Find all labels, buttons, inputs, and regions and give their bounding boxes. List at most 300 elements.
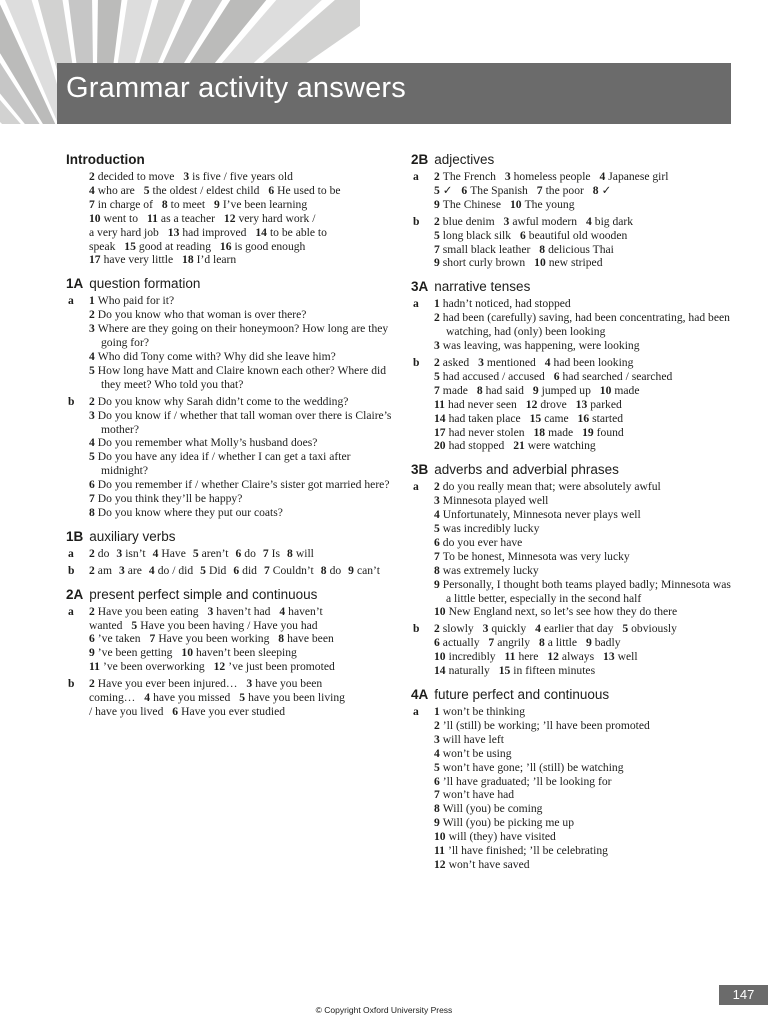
- section-3a: [411, 278, 737, 453]
- answer-text: speak: [89, 239, 119, 253]
- exercise-letter: a: [68, 294, 74, 308]
- answer-text: do: [97, 546, 110, 560]
- section-heading: [411, 686, 737, 703]
- section-heading: [411, 278, 737, 295]
- answer-item: [89, 436, 396, 450]
- item-number: 2: [89, 308, 95, 322]
- answer-line: [434, 439, 737, 453]
- answer-text: have very little: [103, 253, 177, 267]
- item-number: 2: [89, 604, 95, 618]
- item-number: 6: [268, 183, 275, 197]
- answer-line: [89, 184, 396, 198]
- item-number: 11: [434, 844, 445, 858]
- answer-text: the oldest / eldest child: [152, 183, 263, 197]
- exercise-b: [411, 622, 737, 678]
- answer-text: have you missed: [153, 691, 234, 705]
- item-number: 3: [478, 355, 484, 369]
- answer-line: [434, 356, 737, 370]
- exercise-a: [411, 170, 737, 212]
- answer-text: drove: [540, 397, 570, 411]
- section-heading: Introduction: [66, 152, 145, 167]
- answer-text: parked: [590, 397, 622, 411]
- answer-text: ’ve been overworking: [102, 660, 208, 674]
- item-number: 8: [89, 505, 95, 519]
- item-number: 18: [182, 253, 194, 267]
- exercise-letter: b: [413, 622, 420, 636]
- answer-item: [89, 547, 109, 560]
- answer-item: [434, 536, 737, 550]
- right-column: [411, 151, 737, 880]
- section-title: question formation: [89, 276, 201, 292]
- answer-text: made: [614, 383, 640, 397]
- item-number: 5: [434, 183, 440, 197]
- answer-text: Did: [208, 563, 227, 577]
- exercise-a: [66, 605, 396, 675]
- answer-text: can’t: [356, 563, 380, 577]
- answer-text: came: [544, 411, 572, 425]
- answer-text: Couldn’t: [272, 563, 314, 577]
- answer-item: [434, 761, 737, 775]
- item-number: 11: [89, 660, 100, 674]
- section-heading: [411, 461, 737, 478]
- item-number: 2: [434, 622, 440, 636]
- answer-text: long black silk: [442, 228, 514, 242]
- answer-item: [264, 564, 314, 577]
- answer-line: [434, 622, 737, 636]
- answer-text: haven’t been sleeping: [195, 646, 297, 660]
- item-number: 2: [434, 214, 440, 228]
- item-number: 7: [434, 242, 440, 256]
- answer-text: haven’t: [288, 604, 323, 618]
- answer-text: a little: [547, 636, 580, 650]
- item-number: 10: [434, 830, 446, 844]
- item-number: 3: [89, 322, 95, 336]
- answer-line: [434, 636, 737, 650]
- section-title: future perfect and continuous: [434, 687, 610, 702]
- answer-text: to be able to: [269, 225, 327, 239]
- item-number: 2: [434, 355, 440, 369]
- exercise-letter: b: [413, 214, 420, 228]
- answer-item: [434, 788, 737, 802]
- item-number: 4: [89, 436, 95, 450]
- answer-item: [235, 547, 255, 560]
- section-4a: [411, 686, 737, 872]
- answer-item: [89, 450, 396, 478]
- answer-text: angrily: [497, 636, 533, 650]
- exercise-a: [66, 294, 396, 391]
- answer-line: [89, 170, 396, 184]
- item-number: 5: [434, 228, 440, 242]
- item-number: 2: [89, 563, 95, 577]
- answer-text: good at reading: [138, 239, 214, 253]
- answer-text: I’ve been learning: [222, 197, 308, 211]
- answer-item: [434, 508, 737, 522]
- item-number: 21: [513, 439, 525, 453]
- item-number: 19: [582, 425, 594, 439]
- exercise-b: [411, 215, 737, 271]
- item-number: 15: [529, 411, 542, 425]
- item-number: 10: [434, 605, 446, 619]
- answer-text: Do you think they’ll be happy?: [97, 492, 243, 506]
- answer-line: [89, 240, 396, 254]
- exercise-letter: a: [68, 604, 74, 618]
- section-code: 4A: [411, 687, 429, 702]
- item-number: 8: [287, 546, 293, 560]
- exercise-letter: a: [413, 297, 419, 311]
- answer-text: who are: [97, 183, 138, 197]
- exercise-b: [66, 564, 396, 578]
- answer-text: Japanese girl: [608, 170, 669, 183]
- item-number: 3: [116, 546, 123, 560]
- answer-text: earlier that day: [543, 622, 617, 636]
- exercise-a: [411, 705, 737, 872]
- exercise-b: [66, 677, 396, 719]
- answer-text: mentioned: [486, 355, 539, 369]
- item-number: 7: [262, 546, 269, 560]
- copyright-notice: © Copyright Oxford University Press: [315, 1005, 453, 1015]
- answer-text: small black leather: [442, 242, 534, 256]
- answer-text: obviously: [631, 622, 677, 636]
- item-number: 17: [434, 425, 446, 439]
- answer-text: did: [242, 563, 257, 577]
- item-number: 2: [434, 311, 440, 325]
- item-number: 2: [89, 677, 95, 691]
- answer-text: are: [127, 563, 142, 577]
- answer-item: [89, 294, 396, 308]
- answer-text: had improved: [182, 225, 250, 239]
- answer-item: [434, 830, 737, 844]
- answer-item: [434, 297, 737, 311]
- item-number: 14: [434, 411, 446, 425]
- answer-text: ’ve been getting: [97, 646, 176, 660]
- answer-text: badly: [594, 636, 621, 650]
- answer-item: [434, 844, 737, 858]
- answer-text: in fifteen minutes: [513, 664, 596, 678]
- item-number: 6: [434, 774, 440, 788]
- answer-line: [89, 605, 396, 619]
- answer-item: [434, 719, 737, 733]
- item-number: 3: [504, 170, 511, 183]
- answer-text: a very hard job: [89, 225, 162, 239]
- answer-line: [89, 705, 396, 719]
- answer-text: incredibly: [448, 650, 499, 664]
- answer-text: found: [596, 425, 624, 439]
- answer-text: The Chinese: [442, 197, 504, 211]
- answer-item: [434, 747, 737, 761]
- item-number: 11: [504, 650, 516, 664]
- answer-text: Do you know why Sarah didn’t come to the wedding?: [97, 394, 349, 408]
- answer-text: do / did: [157, 563, 194, 577]
- item-number: 3: [183, 170, 190, 183]
- answer-text: homeless people: [513, 170, 594, 183]
- item-number: 4: [89, 183, 95, 197]
- answer-text: Who did Tony come with? Why did she leave him?: [97, 349, 336, 363]
- answer-text: won’t be thinking: [442, 705, 526, 718]
- item-number: 8: [538, 636, 545, 650]
- item-number: 2: [434, 718, 440, 732]
- answer-text: Do you know if / whether that tall woman over there is Claire’s mother?: [97, 408, 392, 436]
- item-number: 7: [488, 636, 495, 650]
- item-number: 7: [434, 788, 440, 802]
- item-number: 6: [172, 705, 179, 718]
- answer-text: made: [442, 383, 471, 397]
- answer-text: have been: [287, 632, 334, 646]
- answer-text: The Spanish: [470, 183, 531, 197]
- answer-text: blue denim: [442, 214, 498, 228]
- answer-text: am: [97, 563, 112, 577]
- answer-text: do: [244, 546, 256, 560]
- section-title: adverbs and adverbial phrases: [434, 462, 619, 478]
- item-number: 6: [519, 228, 526, 242]
- answer-text: big dark: [594, 214, 634, 228]
- item-number: 8: [592, 183, 599, 197]
- item-number: 14: [434, 664, 446, 678]
- item-number: 16: [219, 239, 232, 253]
- page-number: 147: [719, 985, 768, 1005]
- item-number: 6: [233, 563, 240, 577]
- item-number: 12: [213, 660, 226, 674]
- item-number: 9: [585, 636, 592, 650]
- answer-item: [434, 816, 737, 830]
- answer-text: very hard work /: [238, 211, 316, 225]
- answer-text: Minnesota played well: [442, 494, 549, 508]
- answer-line: [434, 243, 737, 257]
- section-heading: [66, 528, 396, 545]
- item-number: 6: [461, 183, 468, 197]
- item-number: 15: [498, 664, 511, 678]
- item-number: 4: [434, 746, 440, 760]
- item-number: 2: [89, 546, 95, 560]
- item-number: 7: [149, 632, 156, 646]
- answer-line: [89, 632, 396, 646]
- answer-text: ’ll have finished; ’ll be celebrating: [447, 844, 608, 858]
- answer-text: actually: [442, 636, 483, 650]
- item-number: 7: [89, 492, 95, 506]
- item-number: 8: [161, 197, 168, 211]
- item-number: 3: [118, 563, 125, 577]
- item-number: 15: [124, 239, 136, 253]
- item-number: 2: [89, 170, 95, 183]
- answer-item: [434, 705, 737, 719]
- answer-text: here: [518, 650, 542, 664]
- item-number: 3: [503, 214, 510, 228]
- item-number: 4: [434, 508, 440, 522]
- answer-line: [89, 564, 396, 578]
- exercise-letter: b: [68, 677, 75, 691]
- item-number: 11: [146, 211, 158, 225]
- section-2a: [66, 586, 396, 719]
- answer-text: delicious Thai: [548, 242, 614, 256]
- answer-text: won’t have saved: [448, 857, 530, 871]
- answer-text: will (they) have visited: [448, 830, 556, 844]
- answer-text: will: [295, 546, 314, 560]
- item-number: 13: [575, 397, 588, 411]
- answer-text: had taken place: [448, 411, 524, 425]
- item-number: 7: [434, 549, 440, 563]
- item-number: 5: [434, 760, 440, 774]
- answer-text: the poor: [545, 183, 587, 197]
- item-number: 6: [89, 478, 95, 492]
- answer-text: was extremely lucky: [442, 563, 539, 577]
- item-number: 5: [143, 183, 150, 197]
- item-number: 9: [434, 816, 440, 830]
- item-number: 7: [89, 197, 95, 211]
- answer-line: [434, 370, 737, 384]
- exercise-letter: b: [68, 563, 75, 577]
- section-title: present perfect simple and continuous: [89, 586, 318, 602]
- answer-text: Who paid for it?: [97, 294, 175, 308]
- item-number: 8: [434, 802, 440, 816]
- section-heading: [66, 586, 396, 603]
- answer-text: to meet: [170, 197, 209, 211]
- item-number: 4: [89, 349, 95, 363]
- exercise-letter: a: [413, 170, 419, 183]
- answer-text: naturally: [448, 664, 493, 678]
- section-title: narrative tenses: [434, 279, 531, 295]
- answer-line: [434, 398, 737, 412]
- item-number: 10: [181, 646, 193, 660]
- answer-item: [434, 311, 737, 339]
- answer-item: [434, 858, 737, 872]
- answer-line: [434, 256, 737, 270]
- item-number: 6: [89, 632, 95, 646]
- item-number: 3: [434, 732, 440, 746]
- answer-text: had never seen: [447, 397, 520, 411]
- item-number: 18: [533, 425, 546, 439]
- exercise-letter: b: [68, 394, 75, 408]
- answer-text: isn’t: [125, 546, 146, 560]
- item-number: 3: [434, 339, 440, 353]
- answer-text: do: [329, 563, 342, 577]
- answer-item: [89, 350, 396, 364]
- answer-text: Unfortunately, Minnesota never plays well: [442, 508, 641, 522]
- answer-text: as a teacher: [160, 211, 218, 225]
- item-number: 2: [434, 170, 440, 183]
- answer-item: [149, 564, 193, 577]
- answer-item: [434, 802, 737, 816]
- section-heading: [411, 151, 737, 168]
- item-number: 5: [434, 369, 440, 383]
- answer-text: Personally, I thought both teams played badly; Minnesota was a little better, especially in the second half: [442, 577, 731, 605]
- exercise-letter: b: [413, 355, 420, 369]
- answer-item: [434, 564, 737, 578]
- answer-text: will have left: [442, 732, 504, 746]
- answer-line: [434, 412, 737, 426]
- page-title: Grammar activity answers: [66, 72, 406, 104]
- item-number: 9: [348, 563, 354, 577]
- exercise-a: [66, 547, 396, 561]
- item-number: 10: [599, 383, 612, 397]
- section-1a: [66, 275, 396, 520]
- answer-text: was incredibly lucky: [442, 522, 540, 536]
- item-number: 8: [539, 242, 546, 256]
- item-number: 16: [577, 411, 590, 425]
- item-number: 8: [278, 632, 285, 646]
- answer-text: Have you ever studied: [181, 705, 286, 718]
- answer-text: jumped up: [541, 383, 594, 397]
- answer-text: won’t have had: [442, 788, 515, 802]
- item-number: 4: [144, 691, 151, 705]
- answer-text: Have you been working: [158, 632, 273, 646]
- answer-text: Have you ever been injured…: [97, 677, 241, 691]
- item-number: 5: [434, 522, 440, 536]
- answer-text: ✓: [601, 183, 612, 197]
- answer-item: [200, 564, 226, 577]
- item-number: 5: [89, 363, 95, 377]
- item-number: 14: [255, 225, 267, 239]
- section-title: adjectives: [434, 152, 495, 167]
- section-1b: [66, 528, 396, 578]
- answer-item: [287, 547, 314, 560]
- item-number: 13: [603, 650, 615, 664]
- item-number: 2: [434, 480, 440, 494]
- section-code: 3A: [411, 279, 429, 295]
- item-number: 10: [534, 256, 546, 270]
- answer-text: How long have Matt and Claire known each other? Where did they meet? Who told you that?: [97, 363, 387, 391]
- item-number: 5: [622, 622, 629, 636]
- answer-item: [193, 547, 229, 560]
- answer-item: [89, 492, 396, 506]
- answer-text: asked: [442, 355, 473, 369]
- answer-item: [89, 395, 396, 409]
- item-number: 9: [532, 383, 539, 397]
- answer-line: [89, 660, 396, 674]
- answer-text: Do you have any idea if / whether I can get a taxi after midnight?: [97, 450, 351, 478]
- item-number: 10: [509, 197, 522, 211]
- answer-text: was leaving, was happening, were looking: [442, 339, 640, 353]
- answer-item: [89, 308, 396, 322]
- answer-text: Do you remember if / whether Claire’s sister got married here?: [97, 478, 390, 492]
- item-number: 5: [200, 563, 206, 577]
- answer-text: had been looking: [553, 355, 634, 369]
- item-number: 4: [148, 563, 155, 577]
- answer-text: have you been living: [248, 691, 345, 705]
- item-number: 6: [553, 369, 560, 383]
- item-number: 9: [434, 256, 440, 270]
- answer-text: started: [592, 411, 624, 425]
- item-number: 8: [320, 563, 327, 577]
- item-number: 5: [239, 691, 246, 705]
- answer-line: [89, 212, 396, 226]
- item-number: 8: [434, 563, 440, 577]
- answer-line: [434, 170, 737, 184]
- exercise-b: [411, 356, 737, 453]
- section-intro: [66, 151, 396, 267]
- answer-line: [89, 691, 396, 705]
- answer-text: coming…: [89, 691, 139, 705]
- item-number: 4: [585, 214, 592, 228]
- answer-text: haven’t had: [216, 604, 274, 618]
- answer-item: [434, 605, 737, 619]
- item-number: 6: [434, 636, 440, 650]
- item-number: 5: [89, 450, 95, 464]
- answer-text: Do you know where they put our coats?: [97, 505, 283, 519]
- item-number: 7: [536, 183, 543, 197]
- item-number: 12: [525, 397, 538, 411]
- answer-item: [434, 550, 737, 564]
- item-number: 5: [131, 618, 138, 632]
- item-number: 1: [434, 297, 440, 311]
- answer-item: [434, 775, 737, 789]
- item-number: 1: [89, 294, 95, 308]
- answer-line: [89, 226, 396, 240]
- answer-line: [434, 384, 737, 398]
- exercise-letter: a: [413, 705, 419, 718]
- answer-item: [348, 564, 380, 577]
- section-code: 3B: [411, 462, 429, 478]
- answer-text: slowly: [442, 622, 477, 636]
- item-number: 9: [214, 197, 220, 211]
